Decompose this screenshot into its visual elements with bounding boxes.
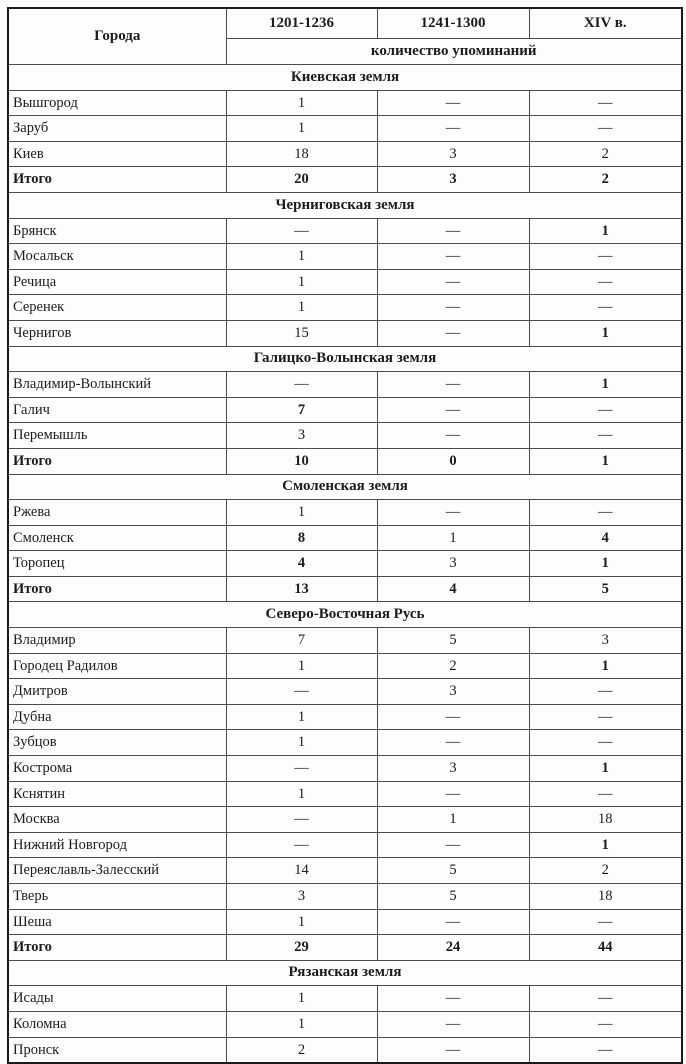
mention-count-cell: 2	[377, 653, 529, 679]
mention-count-cell: 15	[226, 320, 377, 346]
mention-count-cell: 5	[529, 576, 682, 602]
mention-count-cell: —	[377, 295, 529, 321]
city-name-cell: Киев	[8, 141, 226, 167]
mention-count-cell: 3	[226, 423, 377, 449]
city-name-cell: Дубна	[8, 704, 226, 730]
mention-count-cell: 5	[377, 628, 529, 654]
city-row	[8, 1037, 682, 1063]
mention-count-cell: 1	[529, 832, 682, 858]
total-row	[8, 576, 682, 602]
city-row	[8, 1011, 682, 1037]
mention-count-cell: 1	[529, 372, 682, 398]
mention-count-cell: 1	[529, 756, 682, 782]
section-row	[8, 960, 682, 986]
city-row	[8, 525, 682, 551]
mention-count-cell: 1	[529, 320, 682, 346]
mention-count-cell: —	[226, 756, 377, 782]
city-row	[8, 500, 682, 526]
mention-count-cell: —	[529, 986, 682, 1012]
mention-count-cell: 3	[377, 551, 529, 577]
city-name-cell: Зубцов	[8, 730, 226, 756]
mention-count-cell: —	[377, 832, 529, 858]
city-name-cell: Мосальск	[8, 244, 226, 270]
city-name-cell: Москва	[8, 807, 226, 833]
mention-count-cell: —	[226, 218, 377, 244]
column-header-period-1241-1300: 1241-1300	[377, 8, 529, 39]
mention-count-cell: —	[529, 500, 682, 526]
mention-count-cell: —	[529, 1011, 682, 1037]
city-name-cell: Торопец	[8, 551, 226, 577]
mention-count-cell: 4	[226, 551, 377, 577]
mention-count-cell: 1	[226, 653, 377, 679]
mention-count-cell: 7	[226, 397, 377, 423]
city-row	[8, 781, 682, 807]
mention-count-cell: 4	[529, 525, 682, 551]
mention-count-cell: 1	[529, 448, 682, 474]
column-header-period-xiv: XIV в.	[529, 8, 682, 39]
mention-count-cell: 1	[226, 295, 377, 321]
city-row	[8, 269, 682, 295]
mention-count-cell: —	[529, 397, 682, 423]
mention-count-cell: —	[377, 730, 529, 756]
total-label-cell: Итого	[8, 576, 226, 602]
mention-count-cell: —	[529, 1037, 682, 1063]
mention-count-cell: 1	[529, 218, 682, 244]
city-row	[8, 704, 682, 730]
city-row	[8, 423, 682, 449]
city-row	[8, 244, 682, 270]
mention-count-cell: 14	[226, 858, 377, 884]
mention-count-cell: —	[377, 423, 529, 449]
city-name-cell: Нижний Новгород	[8, 832, 226, 858]
city-row	[8, 372, 682, 398]
header-row-periods	[8, 8, 682, 39]
mention-count-cell: —	[377, 320, 529, 346]
city-row	[8, 295, 682, 321]
city-row	[8, 884, 682, 910]
mention-count-cell: 18	[529, 807, 682, 833]
mention-count-cell: —	[377, 90, 529, 116]
mention-count-cell: 1	[226, 500, 377, 526]
mention-count-cell: —	[377, 781, 529, 807]
city-name-cell: Тверь	[8, 884, 226, 910]
mention-count-cell: —	[529, 116, 682, 142]
mention-count-cell: 13	[226, 576, 377, 602]
mention-count-cell: 1	[226, 909, 377, 935]
mention-count-cell: 3	[529, 628, 682, 654]
section-title: Черниговская земля	[8, 192, 682, 218]
section-title: Смоленская земля	[8, 474, 682, 500]
mention-count-cell: 2	[226, 1037, 377, 1063]
mention-count-cell: 1	[226, 90, 377, 116]
city-row	[8, 397, 682, 423]
city-name-cell: Коломна	[8, 1011, 226, 1037]
city-row	[8, 90, 682, 116]
mention-count-cell: —	[529, 730, 682, 756]
city-row	[8, 218, 682, 244]
city-row	[8, 832, 682, 858]
city-row	[8, 909, 682, 935]
city-name-cell: Кснятин	[8, 781, 226, 807]
table-header	[8, 8, 682, 65]
mention-count-cell: 3	[377, 141, 529, 167]
column-header-period-1201-1236: 1201-1236	[226, 8, 377, 39]
section-row	[8, 65, 682, 91]
city-name-cell: Переяславль-Залесский	[8, 858, 226, 884]
city-row	[8, 551, 682, 577]
mention-count-cell: 1	[226, 781, 377, 807]
mention-count-cell: —	[377, 269, 529, 295]
mention-count-cell: 20	[226, 167, 377, 193]
total-row	[8, 935, 682, 961]
mention-count-cell: —	[529, 423, 682, 449]
mention-count-cell: 44	[529, 935, 682, 961]
mention-count-cell: 10	[226, 448, 377, 474]
city-row	[8, 807, 682, 833]
city-name-cell: Смоленск	[8, 525, 226, 551]
mention-count-cell: 1	[377, 525, 529, 551]
mention-count-cell: —	[226, 832, 377, 858]
city-row	[8, 730, 682, 756]
city-row	[8, 986, 682, 1012]
total-row	[8, 167, 682, 193]
mention-count-cell: 1	[226, 730, 377, 756]
mention-count-cell: 2	[529, 167, 682, 193]
city-name-cell: Вышгород	[8, 90, 226, 116]
mention-count-cell: —	[377, 986, 529, 1012]
mention-count-cell: 2	[529, 858, 682, 884]
city-row	[8, 320, 682, 346]
mention-count-cell: 3	[377, 167, 529, 193]
section-row	[8, 474, 682, 500]
city-name-cell: Владимир	[8, 628, 226, 654]
mention-count-cell: 1	[226, 1011, 377, 1037]
mention-count-cell: 18	[226, 141, 377, 167]
mention-count-cell: 1	[226, 986, 377, 1012]
total-label-cell: Итого	[8, 167, 226, 193]
mention-count-cell: 1	[529, 653, 682, 679]
city-name-cell: Галич	[8, 397, 226, 423]
mention-count-cell: —	[377, 397, 529, 423]
section-title: Рязанская земля	[8, 960, 682, 986]
mention-count-cell: 7	[226, 628, 377, 654]
city-row	[8, 679, 682, 705]
mention-count-cell: —	[226, 679, 377, 705]
mention-count-cell: 3	[377, 679, 529, 705]
mention-count-cell: 1	[226, 244, 377, 270]
city-name-cell: Серенек	[8, 295, 226, 321]
mention-count-cell: —	[377, 704, 529, 730]
mention-count-cell: 24	[377, 935, 529, 961]
city-name-cell: Исады	[8, 986, 226, 1012]
section-row	[8, 602, 682, 628]
city-name-cell: Владимир-Волынский	[8, 372, 226, 398]
mention-count-cell: —	[529, 704, 682, 730]
mention-count-cell: —	[377, 372, 529, 398]
total-label-cell: Итого	[8, 448, 226, 474]
mention-count-cell: 29	[226, 935, 377, 961]
mention-count-cell: 18	[529, 884, 682, 910]
mention-count-cell: —	[529, 909, 682, 935]
city-name-cell: Речица	[8, 269, 226, 295]
mention-count-cell: 5	[377, 884, 529, 910]
city-row	[8, 653, 682, 679]
mention-count-cell: —	[377, 1011, 529, 1037]
section-row	[8, 346, 682, 372]
city-name-cell: Кострома	[8, 756, 226, 782]
city-mentions-table	[7, 7, 683, 1064]
section-title: Северо-Восточная Русь	[8, 602, 682, 628]
city-name-cell: Брянск	[8, 218, 226, 244]
mention-count-cell: —	[377, 116, 529, 142]
city-row	[8, 628, 682, 654]
mention-count-cell: —	[529, 679, 682, 705]
mention-count-cell: 0	[377, 448, 529, 474]
mention-count-cell: —	[377, 244, 529, 270]
mention-count-cell: 3	[377, 756, 529, 782]
column-subheader-mention-count: количество упоминаний	[226, 39, 682, 65]
total-label-cell: Итого	[8, 935, 226, 961]
mention-count-cell: 1	[226, 269, 377, 295]
mention-count-cell: —	[529, 295, 682, 321]
city-row	[8, 116, 682, 142]
mention-count-cell: —	[529, 781, 682, 807]
mention-count-cell: 1	[529, 551, 682, 577]
mention-count-cell: —	[377, 218, 529, 244]
mention-count-cell: 1	[226, 116, 377, 142]
column-header-cities: Города	[8, 8, 226, 65]
city-row	[8, 141, 682, 167]
mention-count-cell: 1	[377, 807, 529, 833]
city-name-cell: Заруб	[8, 116, 226, 142]
city-name-cell: Дмитров	[8, 679, 226, 705]
city-name-cell: Ржева	[8, 500, 226, 526]
mention-count-cell: 5	[377, 858, 529, 884]
mention-count-cell: —	[226, 807, 377, 833]
total-row	[8, 448, 682, 474]
section-row	[8, 192, 682, 218]
mention-count-cell: —	[529, 244, 682, 270]
city-name-cell: Пронск	[8, 1037, 226, 1063]
city-name-cell: Перемышль	[8, 423, 226, 449]
mention-count-cell: 1	[226, 704, 377, 730]
city-name-cell: Шеша	[8, 909, 226, 935]
mention-count-cell: —	[377, 500, 529, 526]
mention-count-cell: —	[529, 90, 682, 116]
city-row	[8, 756, 682, 782]
mention-count-cell: —	[529, 269, 682, 295]
city-name-cell: Городец Радилов	[8, 653, 226, 679]
mention-count-cell: 2	[529, 141, 682, 167]
mention-count-cell: 3	[226, 884, 377, 910]
section-title: Галицко-Волынская земля	[8, 346, 682, 372]
city-row	[8, 858, 682, 884]
mention-count-cell: —	[377, 1037, 529, 1063]
mention-count-cell: —	[377, 909, 529, 935]
mention-count-cell: 8	[226, 525, 377, 551]
mention-count-cell: —	[226, 372, 377, 398]
mention-count-cell: 4	[377, 576, 529, 602]
section-title: Киевская земля	[8, 65, 682, 91]
table-body	[8, 65, 682, 1064]
city-name-cell: Чернигов	[8, 320, 226, 346]
